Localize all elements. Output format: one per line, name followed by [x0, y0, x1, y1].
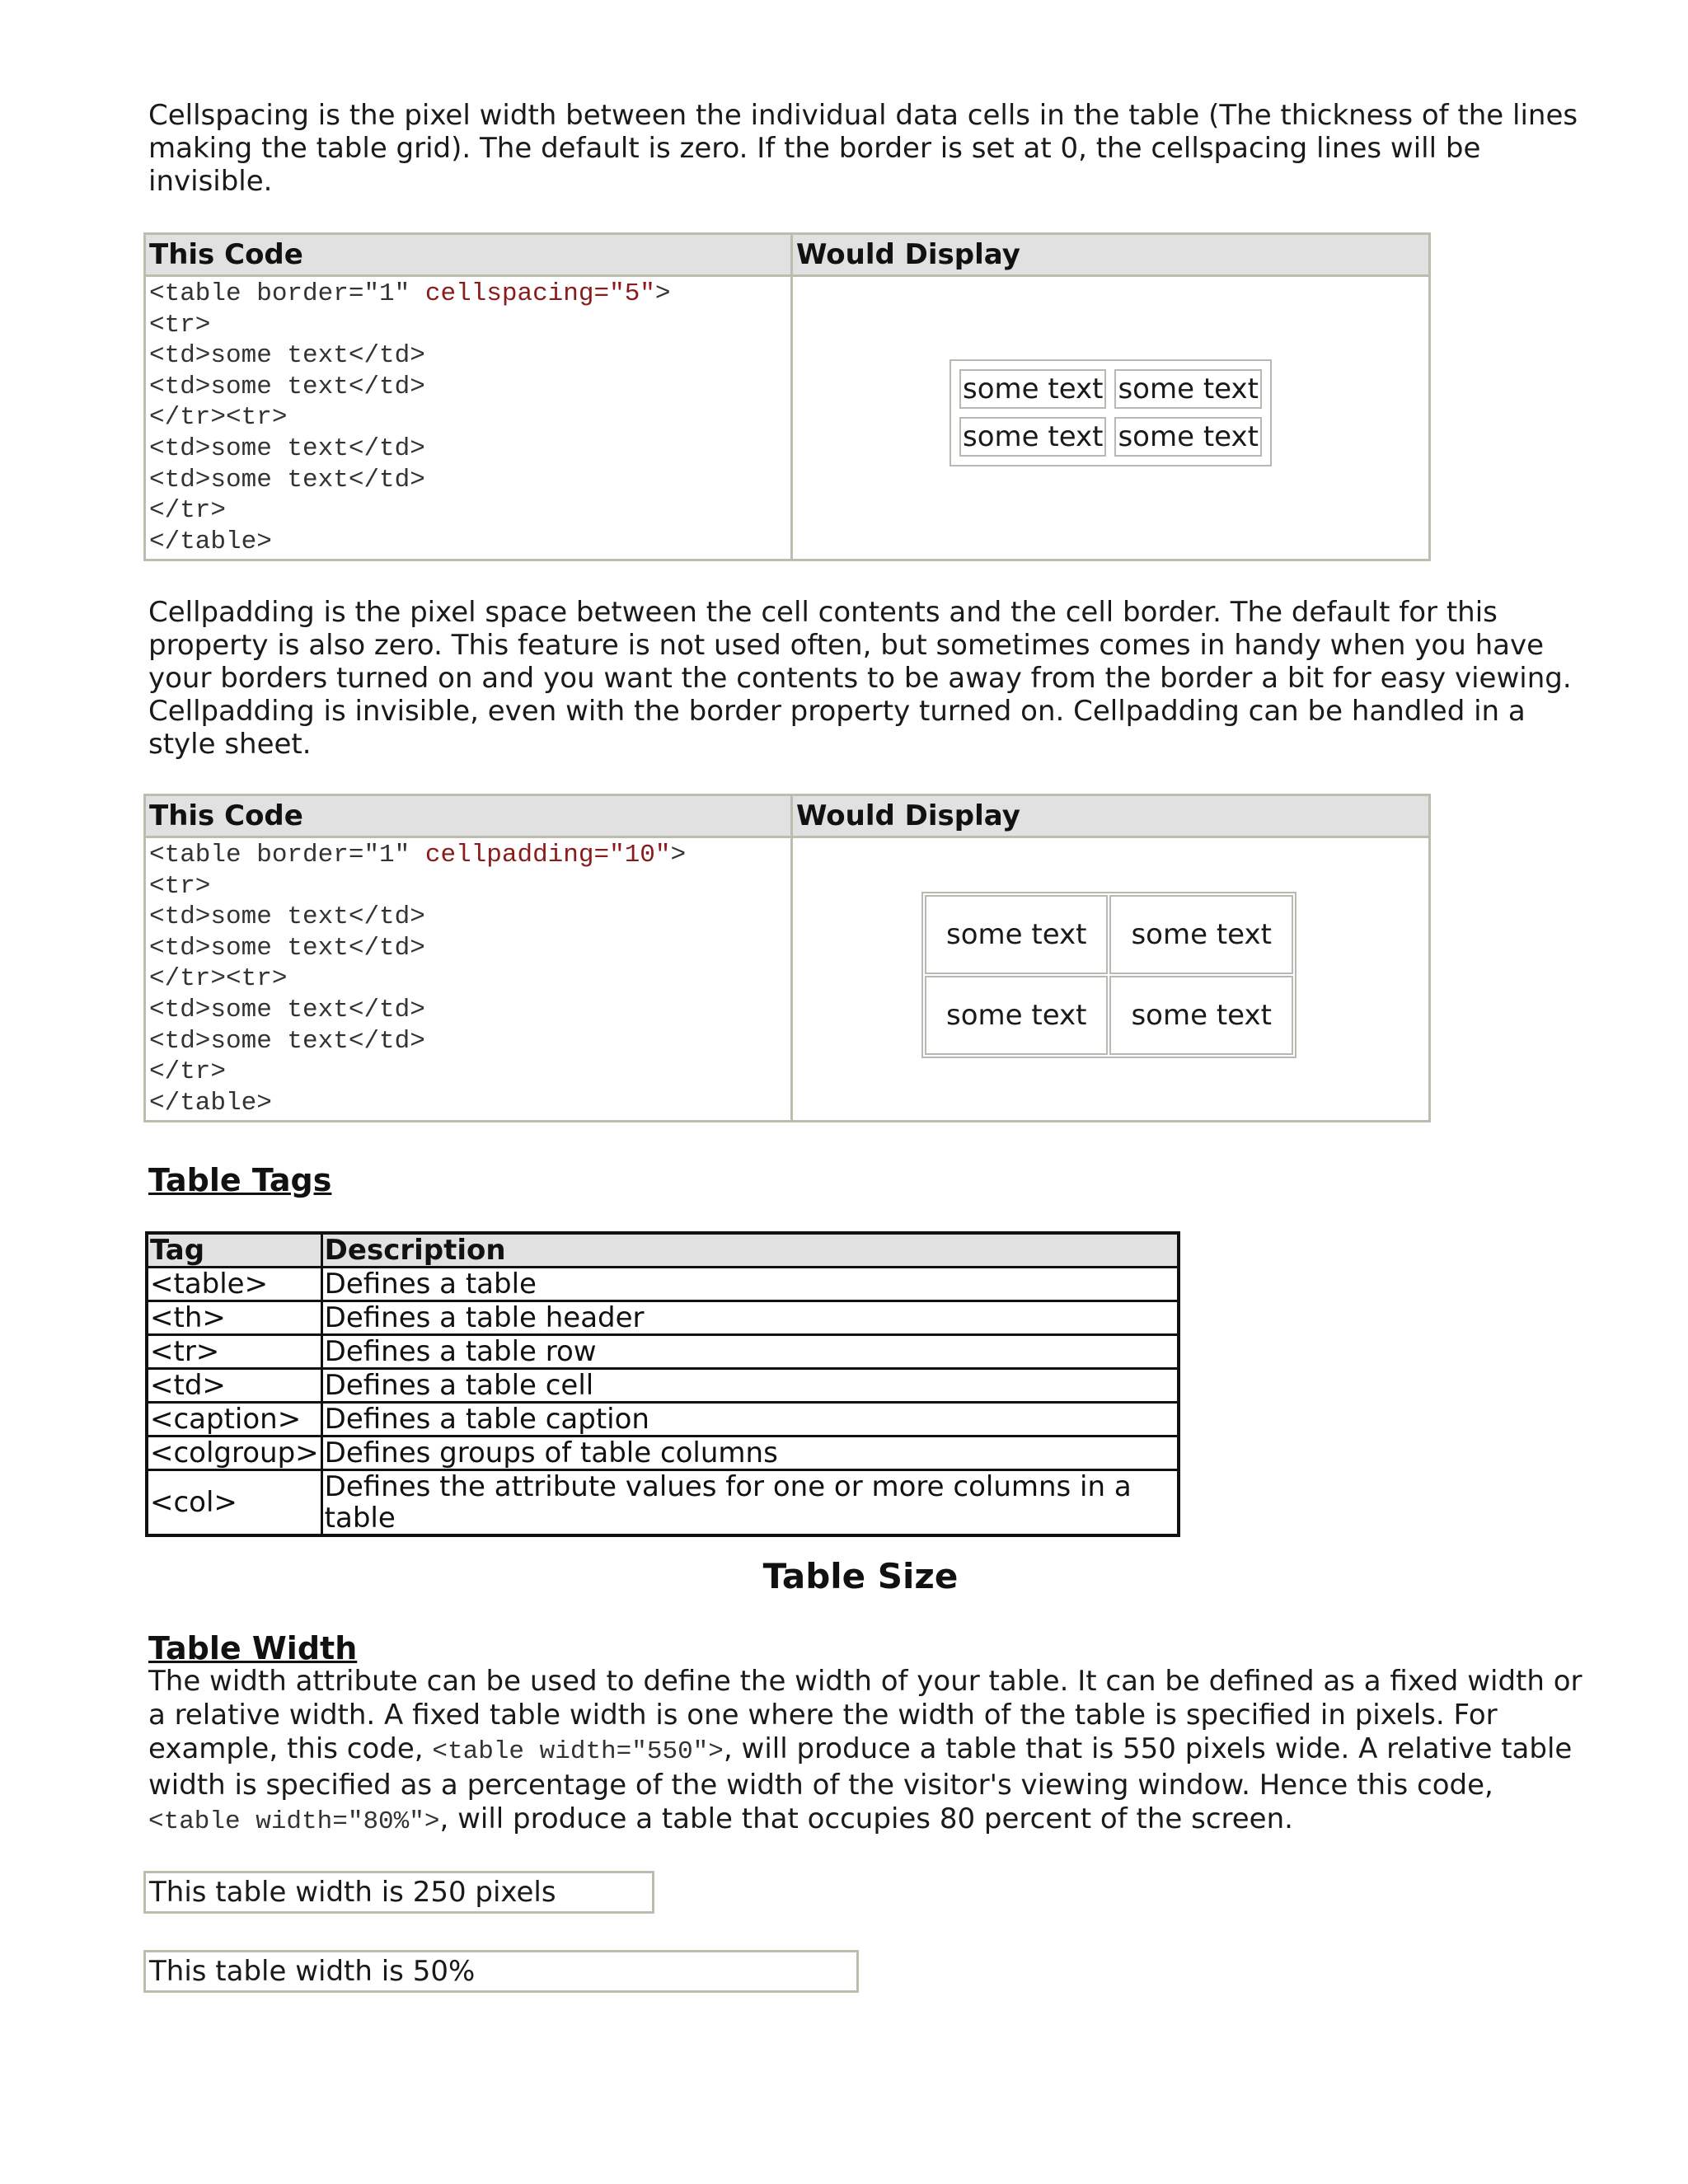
- table-width-paragraph: [148, 1665, 1591, 1839]
- rendered-cellspacing-table: [950, 359, 1272, 466]
- table-row: [147, 1403, 1179, 1436]
- code-line: <td>some text</td>: [149, 995, 425, 1024]
- table-row: [147, 1268, 1179, 1301]
- code-line: <tr>: [149, 871, 211, 901]
- paragraph-text: , will produce a table that occupies 80 percent of the screen.: [439, 1802, 1293, 1835]
- description-cell: Defines a table row: [321, 1335, 1179, 1369]
- code-line: <td>some text</td>: [149, 372, 425, 401]
- description-cell: Defines a table: [321, 1268, 1179, 1301]
- rendered-cell: some text: [1114, 369, 1261, 409]
- header-this-code: This Code: [145, 795, 792, 837]
- cellspacing-demo-table: [143, 232, 1431, 561]
- header-this-code: This Code: [145, 234, 792, 276]
- code-line: </tr><tr>: [149, 403, 288, 433]
- table-row: [147, 1470, 1179, 1536]
- tag-cell: <table>: [147, 1268, 321, 1301]
- code-line: </table>: [149, 1088, 272, 1118]
- header-would-display: Would Display: [792, 795, 1430, 837]
- description-cell: Defines a table caption: [321, 1403, 1179, 1436]
- description-cell: Defines a table header: [321, 1301, 1179, 1335]
- tag-cell: <col>: [147, 1470, 321, 1536]
- code-line: <td>some text</td>: [149, 1026, 425, 1056]
- code-line: </tr>: [149, 1057, 227, 1087]
- description-cell: Defines groups of table columns: [321, 1436, 1179, 1470]
- code-cell: [145, 276, 792, 560]
- relative-width-table-example: This table width is 50%: [143, 1950, 859, 1993]
- code-attribute: cellspacing="5": [424, 279, 655, 308]
- table-row: [147, 1369, 1179, 1403]
- code-line: <td>some text</td>: [149, 341, 425, 371]
- code-line: <td>some text</td>: [149, 902, 425, 932]
- rendered-cell: some text: [1114, 417, 1261, 457]
- rendered-cellpadding-table: [921, 892, 1296, 1058]
- cellspacing-paragraph: Cellspacing is the pixel width between the individual data cells in the table (The thickness of the lines making the table grid). The default is zero. If the border is set at 0, the cellspacing lines will be invisible.: [148, 99, 1578, 198]
- code-cell: [145, 837, 792, 1122]
- code-line: <td>some text</td>: [149, 434, 425, 463]
- fixed-width-table-example: This table width is 250 pixels: [143, 1871, 654, 1914]
- code-text: <table border="1": [149, 279, 425, 308]
- table-tags-heading: Table Tags: [148, 1162, 332, 1198]
- display-cell: [792, 276, 1430, 560]
- rendered-cell: some text: [1109, 895, 1292, 974]
- cellpadding-paragraph: Cellpadding is the pixel space between the cell contents and the cell border. The default for this property is also zero. This feature is not used often, but sometimes comes in handy when you have your borders turned on and you want the contents to be away from the border a bit for easy viewing. Cellpadding is invisible, even with the border property turned on. Cellpadding can be handled in a style sheet.: [148, 596, 1572, 761]
- code-line: </tr>: [149, 496, 227, 526]
- tag-cell: <td>: [147, 1369, 321, 1403]
- table-row: [147, 1436, 1179, 1470]
- code-text: >: [670, 841, 687, 869]
- code-line: [149, 279, 787, 310]
- header-would-display: Would Display: [792, 234, 1430, 276]
- code-line: <tr>: [149, 310, 211, 340]
- paragraph-text: , will produce a table that is 550 pixels wide. A relative table width is specified as a percentage of the width of the visitor's viewing window. Hence this code,: [148, 1732, 1573, 1802]
- rendered-cell: some text: [925, 895, 1108, 974]
- paragraph-text: The width attribute can be used to define the width of your table. It can be defined as a fixed width or a relative width. A fixed table width is one where the width of the table is specified in pixels. For example, this code,: [148, 1665, 1582, 1765]
- code-line: </tr><tr>: [149, 964, 288, 994]
- table-row: [147, 1335, 1179, 1369]
- code-line: </table>: [149, 527, 272, 556]
- display-cell: [792, 837, 1430, 1122]
- tag-cell: <caption>: [147, 1403, 321, 1436]
- table-row: [147, 1301, 1179, 1335]
- table-width-heading: Table Width: [148, 1630, 358, 1666]
- tag-cell: <tr>: [147, 1335, 321, 1369]
- col-header-tag: Tag: [147, 1233, 321, 1268]
- table-size-heading: Table Size: [762, 1556, 959, 1596]
- code-attribute: cellpadding="10": [424, 841, 671, 869]
- rendered-cell: some text: [959, 369, 1106, 409]
- table-tags-table: [145, 1231, 1180, 1537]
- tag-cell: <colgroup>: [147, 1436, 321, 1470]
- description-cell: Defines the attribute values for one or more columns in a table: [321, 1470, 1179, 1536]
- code-text: <table border="1": [149, 841, 425, 869]
- cellpadding-demo-table: [143, 794, 1431, 1122]
- code-line: <td>some text</td>: [149, 465, 425, 494]
- inline-code: <table width="550">: [432, 1737, 724, 1766]
- description-cell: Defines a table cell: [321, 1369, 1179, 1403]
- rendered-cell: some text: [925, 976, 1108, 1055]
- code-line: <td>some text</td>: [149, 933, 425, 963]
- inline-code: <table width="80%">: [148, 1807, 440, 1836]
- rendered-cell: some text: [959, 417, 1106, 457]
- tag-cell: <th>: [147, 1301, 321, 1335]
- code-text: >: [654, 279, 671, 308]
- rendered-cell: some text: [1109, 976, 1292, 1055]
- code-line: [149, 840, 787, 871]
- col-header-description: Description: [321, 1233, 1179, 1268]
